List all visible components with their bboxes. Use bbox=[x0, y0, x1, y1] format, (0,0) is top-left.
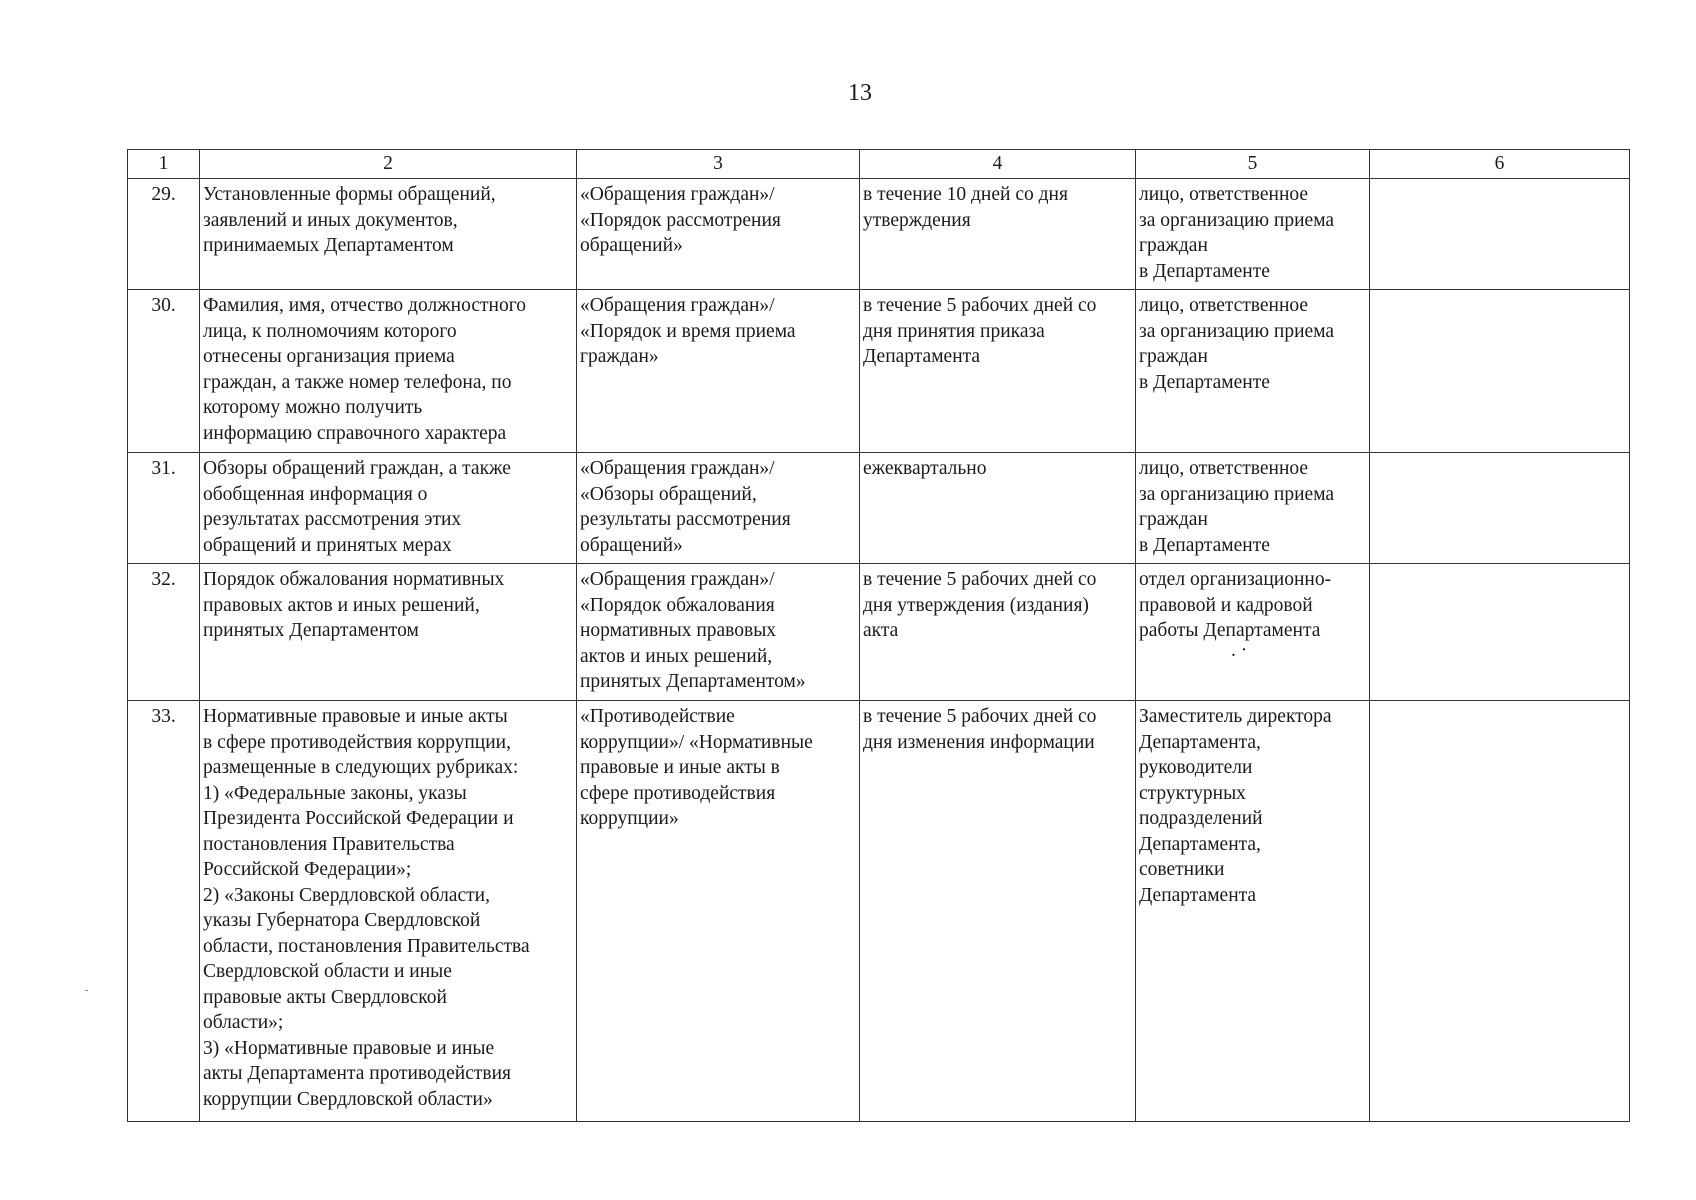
cell-text-line: Департамента, bbox=[1139, 833, 1261, 855]
cell-text-line: Российской Федерации»; bbox=[203, 859, 412, 880]
cell-text-line: подразделений bbox=[1139, 808, 1263, 829]
cell-col4 bbox=[860, 290, 1136, 453]
cell-col5 bbox=[1136, 564, 1370, 701]
cell-text-line: указы Губернатора Свердловской bbox=[203, 910, 481, 931]
cell-text-line: области»; bbox=[203, 1012, 284, 1033]
document-table bbox=[127, 149, 1630, 1122]
cell-text-line: лица, к полномочиям которого bbox=[203, 320, 457, 342]
cell-col6 bbox=[1370, 453, 1630, 564]
cell-col4 bbox=[860, 453, 1136, 564]
cell-col3 bbox=[577, 179, 860, 290]
cell-text-line: правовых актов и иных решений, bbox=[203, 594, 480, 616]
cell-text-line: за организацию приема bbox=[1139, 483, 1335, 505]
cell-text-line: информацию справочного характера bbox=[203, 422, 507, 444]
cell-col5 bbox=[1136, 179, 1370, 290]
cell-col6 bbox=[1370, 564, 1630, 701]
cell-text-line: граждан bbox=[1139, 235, 1208, 256]
cell-text-line: отдел организационно- bbox=[1139, 569, 1332, 590]
cell-text-line: которому можно получить bbox=[203, 397, 423, 418]
cell-text-line: «Обзоры обращений, bbox=[580, 483, 757, 505]
cell-text-line: актов и иных решений, bbox=[580, 645, 773, 667]
header-cell: 5 bbox=[1136, 150, 1370, 179]
row-number: 31. bbox=[128, 453, 200, 564]
cell-text-line: в сфере противодействия коррупции, bbox=[203, 731, 511, 753]
cell-col2 bbox=[200, 564, 577, 701]
cell-text-line: обращений» bbox=[580, 235, 683, 256]
cell-col3 bbox=[577, 453, 860, 564]
cell-text-line: акты Департамента противодействия bbox=[203, 1063, 511, 1084]
cell-text-line: принимаемых Департаментом bbox=[203, 235, 454, 256]
cell-text-line: правовые акты Свердловской bbox=[203, 986, 447, 1008]
cell-text-line: советники bbox=[1139, 859, 1225, 880]
cell-text-line: правовые и иные акты в bbox=[580, 757, 780, 778]
cell-text-line: сфере противодействия bbox=[580, 782, 776, 804]
cell-text-line: ежеквартально bbox=[863, 458, 987, 479]
cell-text-line: Установленные формы обращений, bbox=[203, 184, 496, 205]
cell-text-line: заявлений и иных документов, bbox=[203, 209, 458, 231]
cell-col2 bbox=[200, 701, 577, 1122]
cell-text-line: принятых Департаментом bbox=[203, 620, 419, 641]
scan-speck bbox=[85, 990, 88, 991]
row-number: 29. bbox=[128, 179, 200, 290]
cell-text-line: 2) «Законы Свердловской области, bbox=[203, 884, 490, 906]
row-number: 33. bbox=[128, 701, 200, 1122]
cell-col2 bbox=[200, 179, 577, 290]
cell-text-line: Заместитель директора bbox=[1139, 706, 1332, 727]
header-cell: 3 bbox=[577, 150, 860, 179]
cell-text-line: «Порядок обжалования bbox=[580, 594, 775, 616]
cell-text-line: «Порядок и время приема bbox=[580, 320, 796, 342]
cell-col4 bbox=[860, 179, 1136, 290]
cell-text-line: коррупции» bbox=[580, 808, 679, 829]
cell-text-line: коррупции»/ «Нормативные bbox=[580, 731, 813, 753]
cell-text-line: 1) «Федеральные законы, указы bbox=[203, 782, 467, 804]
table-row bbox=[128, 564, 1630, 701]
cell-text-line: граждан, а также номер телефона, по bbox=[203, 371, 512, 393]
cell-text-line: граждан bbox=[1139, 346, 1208, 367]
cell-text-line: Департамента, bbox=[1139, 731, 1261, 753]
cell-text-line: в течение 5 рабочих дней со bbox=[863, 295, 1097, 316]
cell-text-line: «Порядок рассмотрения bbox=[580, 209, 781, 231]
cell-text-line: в течение 5 рабочих дней со bbox=[863, 569, 1097, 590]
header-row bbox=[128, 150, 1630, 179]
table-row bbox=[128, 453, 1630, 564]
cell-text-line: лицо, ответственное bbox=[1139, 458, 1309, 479]
cell-text-line: структурных bbox=[1139, 782, 1246, 804]
cell-text-line: лицо, ответственное bbox=[1139, 295, 1309, 316]
cell-text-line: граждан» bbox=[580, 346, 659, 367]
cell-text-line: в Департаменте bbox=[1139, 534, 1270, 556]
cell-col6 bbox=[1370, 290, 1630, 453]
cell-text-line: Свердловской области и иные bbox=[203, 961, 452, 982]
cell-col2 bbox=[200, 453, 577, 564]
cell-col6 bbox=[1370, 179, 1630, 290]
cell-text-line: в течение 5 рабочих дней со bbox=[863, 706, 1097, 727]
cell-text-line: в Департаменте bbox=[1139, 260, 1270, 282]
row-number: 30. bbox=[128, 290, 200, 453]
cell-text-line: Департамента bbox=[1139, 884, 1257, 906]
cell-text-line: Обзоры обращений граждан, а также bbox=[203, 458, 511, 479]
cell-text-line: 3) «Нормативные правовые и иные bbox=[203, 1037, 495, 1059]
cell-text-line: руководители bbox=[1139, 757, 1253, 778]
cell-text-line: Департамента bbox=[863, 346, 981, 367]
cell-text-line: «Обращения граждан»/ bbox=[580, 184, 775, 205]
cell-text-line: результатах рассмотрения этих bbox=[203, 509, 462, 530]
cell-col4 bbox=[860, 564, 1136, 701]
cell-text-line: «Противодействие bbox=[580, 706, 735, 727]
cell-text-line: Нормативные правовые и иные акты bbox=[203, 706, 508, 727]
cell-text-line: постановления Правительства bbox=[203, 833, 455, 855]
cell-text-line: «Обращения граждан»/ bbox=[580, 295, 775, 316]
cell-text-line: обращений» bbox=[580, 534, 683, 556]
cell-text-line: за организацию приема bbox=[1139, 209, 1335, 231]
cell-text-line: «Обращения граждан»/ bbox=[580, 569, 775, 590]
cell-text-line: работы Департамента bbox=[1139, 620, 1321, 641]
cell-text-line: Порядок обжалования нормативных bbox=[203, 569, 505, 590]
cell-col4 bbox=[860, 701, 1136, 1122]
cell-col3 bbox=[577, 701, 860, 1122]
cell-text-line: дня изменения информации bbox=[863, 731, 1095, 753]
cell-text-line: Президента Российской Федерации и bbox=[203, 808, 514, 829]
cell-text-line: за организацию приема bbox=[1139, 320, 1335, 342]
table-row bbox=[128, 179, 1630, 290]
table-row bbox=[128, 290, 1630, 453]
table-row bbox=[128, 701, 1630, 1122]
header-cell: 6 bbox=[1370, 150, 1630, 179]
cell-col6 bbox=[1370, 701, 1630, 1122]
cell-text-line: в Департаменте bbox=[1139, 371, 1270, 393]
cell-text-line: коррупции Свердловской области» bbox=[203, 1088, 493, 1110]
cell-text-line: принятых Департаментом» bbox=[580, 671, 806, 692]
scan-mark: . · bbox=[1231, 639, 1248, 661]
cell-text-line: дня утверждения (издания) bbox=[863, 594, 1089, 616]
cell-col3 bbox=[577, 290, 860, 453]
cell-text-line: нормативных правовых bbox=[580, 620, 777, 641]
header-cell: 2 bbox=[200, 150, 577, 179]
cell-col5 bbox=[1136, 453, 1370, 564]
cell-text-line: акта bbox=[863, 620, 899, 641]
row-number: 32. bbox=[128, 564, 200, 701]
header-cell: 4 bbox=[860, 150, 1136, 179]
cell-text-line: обращений и принятых мерах bbox=[203, 534, 452, 556]
cell-col5 bbox=[1136, 701, 1370, 1122]
cell-text-line: обобщенная информация о bbox=[203, 483, 428, 505]
cell-col2 bbox=[200, 290, 577, 453]
cell-col3 bbox=[577, 564, 860, 701]
cell-text-line: результаты рассмотрения bbox=[580, 509, 791, 530]
page-number: 13 bbox=[848, 80, 872, 106]
cell-text-line: отнесены организация приема bbox=[203, 346, 455, 367]
cell-text-line: граждан bbox=[1139, 509, 1208, 530]
cell-text-line: «Обращения граждан»/ bbox=[580, 458, 775, 479]
cell-text-line: Фамилия, имя, отчество должностного bbox=[203, 295, 526, 316]
cell-text-line: дня принятия приказа bbox=[863, 320, 1045, 342]
cell-text-line: размещенные в следующих рубриках: bbox=[203, 757, 519, 778]
cell-col5 bbox=[1136, 290, 1370, 453]
cell-text-line: правовой и кадровой bbox=[1139, 594, 1313, 616]
header-cell: 1 bbox=[128, 150, 200, 179]
cell-text-line: лицо, ответственное bbox=[1139, 184, 1309, 205]
cell-text-line: в течение 10 дней со дня bbox=[863, 184, 1068, 205]
cell-text-line: области, постановления Правительства bbox=[203, 935, 530, 957]
cell-text-line: утверждения bbox=[863, 209, 971, 231]
